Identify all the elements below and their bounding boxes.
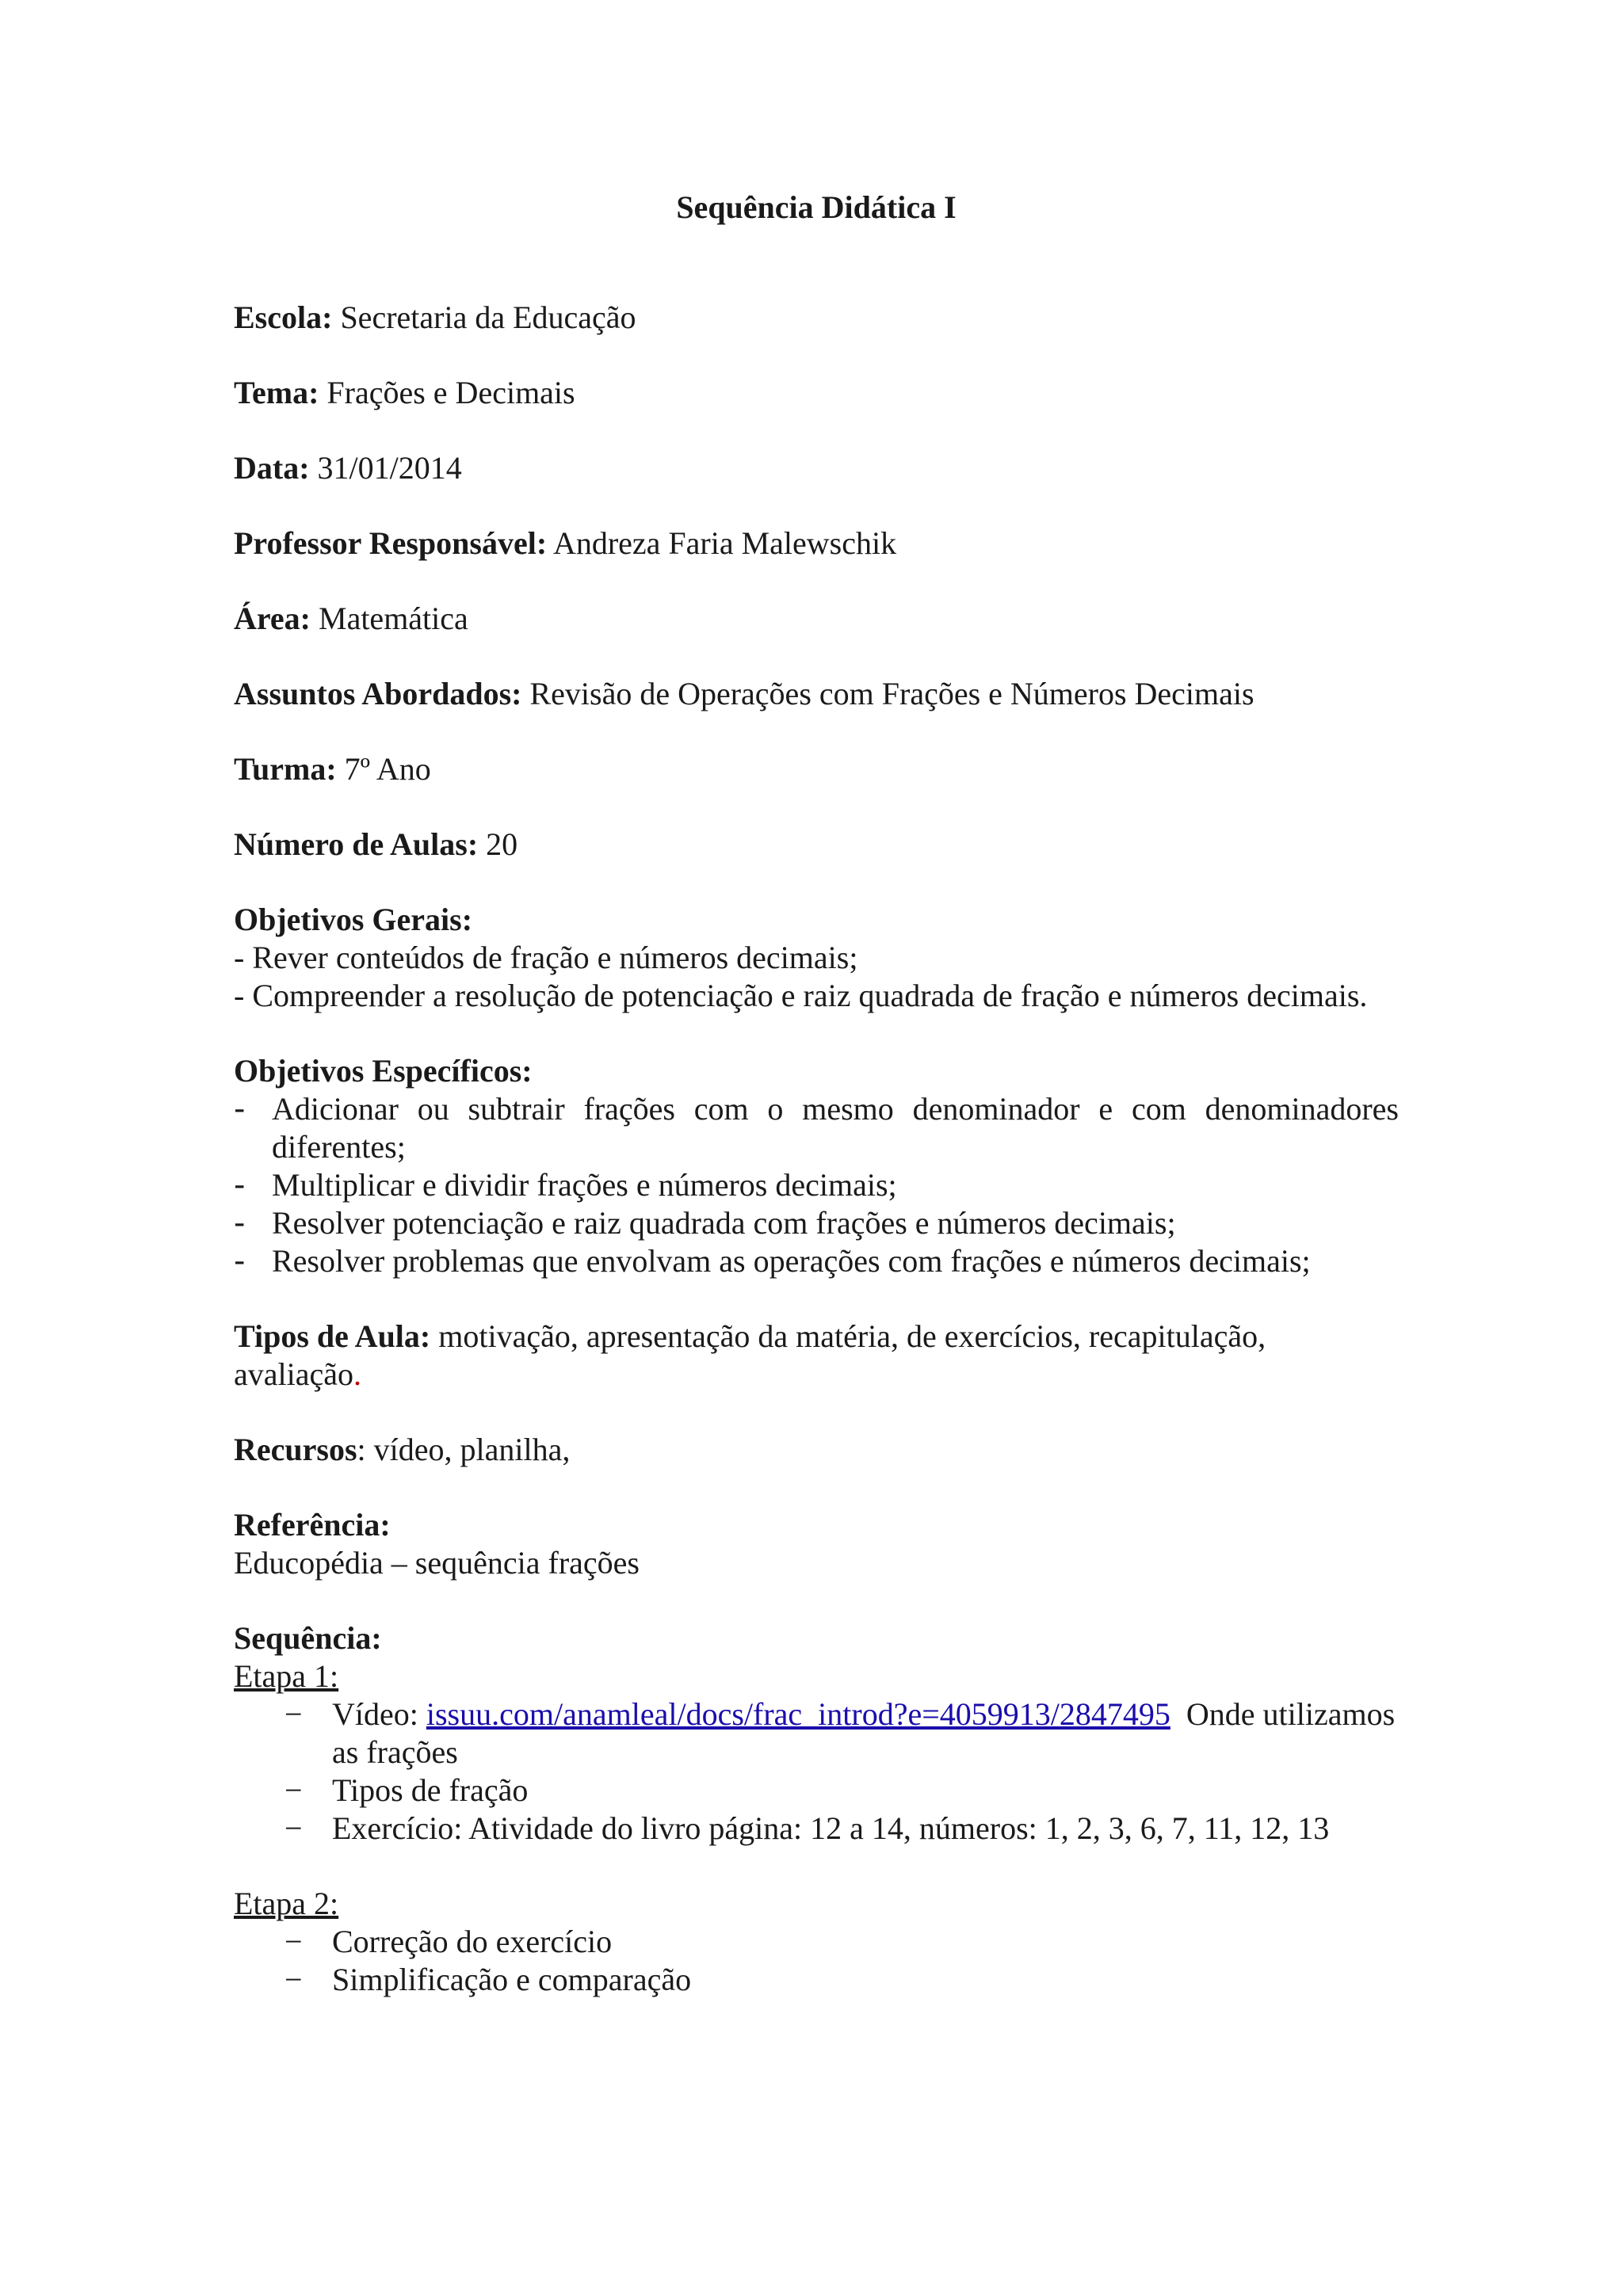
video-suffix: Onde utilizamos as frações	[332, 1696, 1403, 1770]
etapa-2-list	[234, 1923, 1399, 1999]
field-aulas-label: Número de Aulas:	[234, 826, 479, 862]
bullet-dash: −	[285, 1696, 303, 1732]
etapa-2	[234, 1885, 1399, 1999]
objetivo-geral-item: - Rever conteúdos de fração e números decimais;	[234, 940, 858, 975]
bullet-dash: −	[285, 1962, 303, 1997]
field-tema	[234, 374, 1399, 412]
bullet-dash: −	[285, 1772, 303, 1808]
video-prefix: Vídeo:	[332, 1696, 426, 1732]
sequencia-heading: Sequência:	[234, 1620, 382, 1656]
bullet-dash: -	[234, 1091, 246, 1127]
field-turma-label: Turma:	[234, 751, 337, 787]
list-item	[234, 1772, 1399, 1810]
bullet-dash: -	[234, 1243, 246, 1280]
recursos-section	[234, 1431, 1399, 1469]
field-area-value: Matemática	[319, 601, 468, 636]
field-professor-label: Professor Responsável:	[234, 525, 548, 561]
list-item	[234, 1090, 1399, 1166]
referencia-value: Educopédia – sequência frações	[234, 1545, 640, 1581]
bullet-dash: -	[234, 1167, 246, 1203]
etapa-1-list	[234, 1695, 1403, 1848]
field-aulas	[234, 826, 1399, 864]
field-escola	[234, 299, 1399, 337]
objetivo-geral-item: - Compreender a resolução de potenciação e raiz quadrada de fração e números decimais.	[234, 978, 1368, 1013]
field-escola-label: Escola:	[234, 299, 333, 335]
field-data	[234, 449, 1399, 487]
list-item-text: Simplificação e comparação	[332, 1962, 692, 1997]
tipos-aula-period: .	[353, 1356, 361, 1392]
field-area-label: Área:	[234, 601, 311, 636]
tipos-aula-value: motivação, apresentação da matéria, de exercícios, recapitulação, avaliação	[234, 1318, 1266, 1392]
objetivos-gerais-section	[234, 901, 1399, 1015]
field-escola-value: Secretaria da Educação	[340, 299, 636, 335]
etapa-2-heading: Etapa 2:	[234, 1886, 339, 1921]
list-item-text: Multiplicar e dividir frações e números decimais;	[272, 1167, 897, 1203]
field-tema-label: Tema:	[234, 375, 319, 410]
objetivos-especificos-list	[234, 1090, 1399, 1280]
list-item	[234, 1166, 1399, 1204]
field-area	[234, 600, 1399, 638]
tipos-aula-label: Tipos de Aula:	[234, 1318, 431, 1354]
objetivos-especificos-heading: Objetivos Específicos:	[234, 1053, 533, 1089]
objetivos-gerais-heading: Objetivos Gerais:	[234, 902, 473, 937]
recursos-label: Recursos	[234, 1432, 357, 1467]
referencia-heading: Referência:	[234, 1507, 391, 1543]
field-aulas-value: 20	[486, 826, 518, 862]
field-assuntos	[234, 675, 1399, 713]
list-item	[234, 1810, 1399, 1848]
tipos-aula-section	[234, 1318, 1399, 1394]
etapa-1-heading: Etapa 1:	[234, 1658, 339, 1694]
list-item	[234, 1961, 1399, 1999]
objetivos-especificos-section	[234, 1052, 1399, 1280]
field-turma	[234, 750, 1399, 788]
referencia-section	[234, 1506, 1399, 1582]
bullet-dash: -	[234, 1205, 246, 1241]
list-item-text: Exercício: Atividade do livro página: 12 a 14, números: 1, 2, 3, 6, 7, 11, 12, 13	[332, 1810, 1330, 1846]
document-page	[234, 189, 1403, 2036]
field-professor-value: Andreza Faria Malewschik	[552, 525, 897, 561]
field-assuntos-label: Assuntos Abordados:	[234, 676, 522, 711]
field-assuntos-value: Revisão de Operações com Frações e Números Decimais	[529, 676, 1254, 711]
list-item	[234, 1695, 1403, 1772]
field-data-value: 31/01/2014	[317, 450, 462, 486]
list-item-text: Resolver potenciação e raiz quadrada com frações e números decimais;	[272, 1205, 1176, 1241]
field-turma-value: 7º Ano	[344, 751, 431, 787]
list-item	[234, 1204, 1399, 1242]
list-item-text: Adicionar ou subtrair frações com o mesmo denominador e com denominadores diferentes;	[272, 1091, 1399, 1165]
list-item-text: Tipos de fração	[332, 1772, 529, 1808]
list-item	[234, 1242, 1399, 1280]
field-professor	[234, 524, 1399, 563]
list-item	[234, 1923, 1399, 1961]
bullet-dash: −	[285, 1924, 303, 1959]
field-data-label: Data:	[234, 450, 310, 486]
bullet-dash: −	[285, 1810, 303, 1846]
video-link[interactable]: issuu.com/anamleal/docs/frac_introd?e=4059913/2847495	[426, 1696, 1170, 1732]
page-title: Sequência Didática I	[676, 189, 957, 225]
field-tema-value: Frações e Decimais	[327, 375, 575, 410]
sequencia-section	[234, 1619, 1403, 1999]
recursos-value: : vídeo, planilha,	[357, 1432, 571, 1467]
list-item-text: Resolver problemas que envolvam as operações com frações e números decimais;	[272, 1243, 1311, 1279]
list-item-text: Correção do exercício	[332, 1924, 613, 1959]
etapa-1	[234, 1657, 1403, 1848]
